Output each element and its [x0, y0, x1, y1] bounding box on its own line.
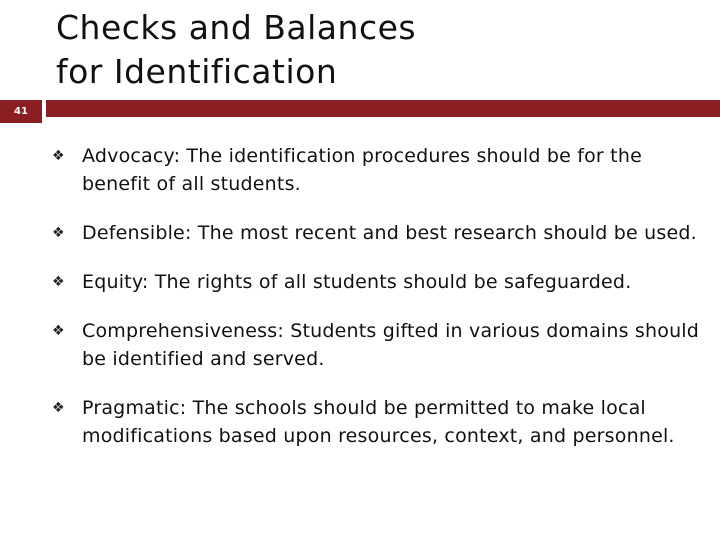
diamond-bullet-icon: ❖ [52, 148, 65, 164]
bullet-item-equity [52, 268, 712, 296]
diamond-bullet-icon: ❖ [52, 225, 65, 241]
bullet-item-advocacy [52, 142, 712, 198]
bullet-item-pragmatic [52, 394, 712, 450]
slide-title [56, 6, 696, 94]
bullet-list [52, 142, 712, 471]
bullet-text: Pragmatic: The schools should be permitted to make local modifications based upon resources, context, and personnel. [82, 397, 675, 447]
slide-number: 41 [0, 100, 42, 123]
diamond-bullet-icon: ❖ [52, 323, 65, 339]
bullet-text: Equity: The rights of all students should be safeguarded. [82, 271, 632, 293]
slide-title-line-1: Checks and Balances [56, 8, 417, 47]
bullet-text: Advocacy: The identification procedures should be for the benefit of all students. [82, 145, 642, 195]
diamond-bullet-icon: ❖ [52, 274, 65, 290]
diamond-bullet-icon: ❖ [52, 400, 65, 416]
slide-title-line-2: for Identification [56, 52, 338, 91]
title-divider-bar [46, 100, 720, 117]
bullet-text: Defensible: The most recent and best research should be used. [82, 222, 697, 244]
bullet-text: Comprehensiveness: Students gifted in various domains should be identified and served. [82, 320, 700, 370]
bullet-item-defensible [52, 219, 712, 247]
bullet-item-comprehensiveness [52, 317, 712, 373]
